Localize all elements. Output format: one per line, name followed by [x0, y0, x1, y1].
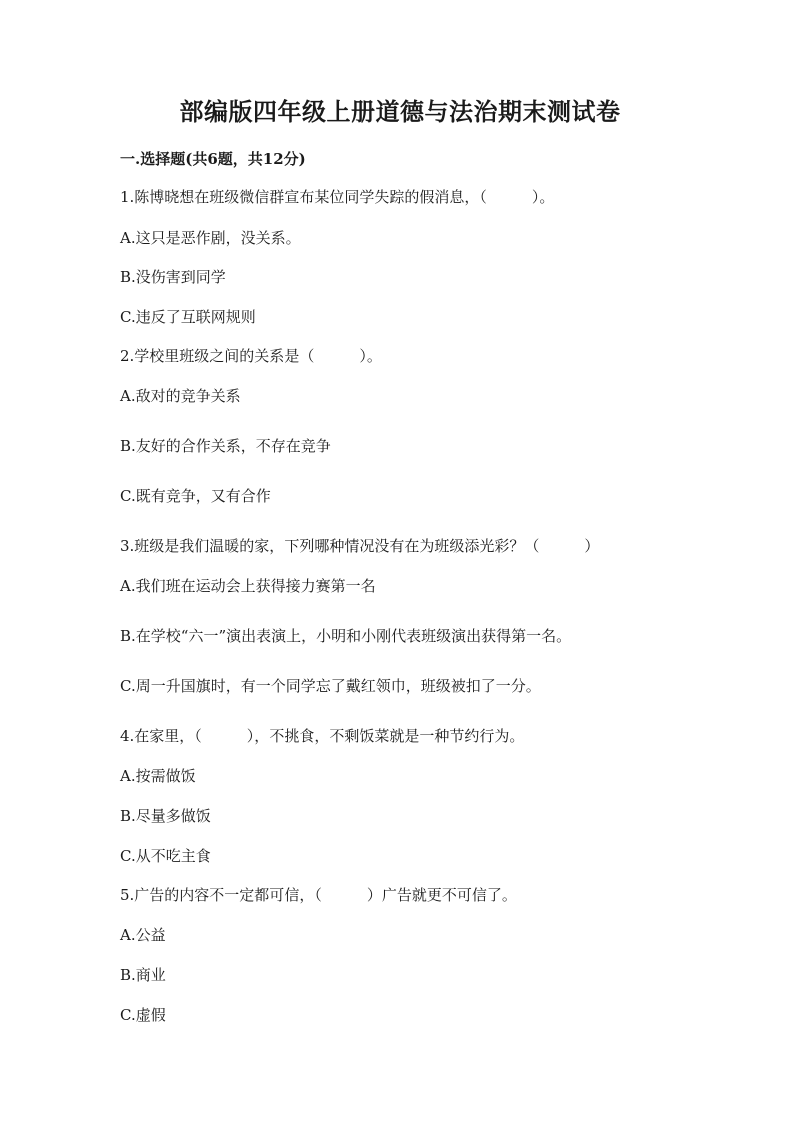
question-stem-3: 3.班级是我们温暖的家，下列哪种情况没有在为班级添光彩？（ ） [120, 537, 600, 555]
question-1-option-c: C.违反了互联网规则 [120, 308, 256, 326]
question-2-option-b: B.友好的合作关系，不存在竞争 [120, 437, 331, 455]
question-3-option-a: A.我们班在运动会上获得接力赛第一名 [120, 577, 376, 595]
question-4-option-b: B.尽量多做饭 [120, 807, 211, 825]
question-4-option-c: C.从不吃主食 [120, 847, 211, 865]
question-5-option-b: B.商业 [120, 966, 166, 984]
question-3-option-c: C.周一升国旗时，有一个同学忘了戴红领巾，班级被扣了一分。 [120, 677, 541, 695]
page-title: 部编版四年级上册道德与法治期末测试卷 [179, 97, 621, 126]
question-5-option-a: A.公益 [120, 926, 166, 944]
question-stem-1: 1.陈博晓想在班级微信群宣布某位同学失踪的假消息，（ ）。 [120, 188, 555, 206]
question-5-option-c: C.虚假 [120, 1006, 166, 1024]
question-1-option-b: B.没伤害到同学 [120, 268, 226, 286]
question-1-option-a: A.这只是恶作剧，没关系。 [120, 229, 301, 247]
question-2-option-c: C.既有竞争，又有合作 [120, 487, 271, 505]
question-stem-5: 5.广告的内容不一定都可信，（ ）广告就更不可信了。 [120, 886, 517, 904]
question-stem-2: 2.学校里班级之间的关系是（ ）。 [120, 347, 382, 365]
question-3-option-b: B.在学校“六一”演出表演上，小明和小刚代表班级演出获得第一名。 [120, 627, 572, 645]
question-stem-4: 4.在家里，（ ），不挑食，不剩饭菜就是一种节约行为。 [120, 727, 525, 745]
question-2-option-a: A.敌对的竞争关系 [120, 387, 241, 405]
section-header: 一.选择题(共6题，共12分) [120, 150, 306, 168]
question-4-option-a: A.按需做饭 [120, 767, 196, 785]
